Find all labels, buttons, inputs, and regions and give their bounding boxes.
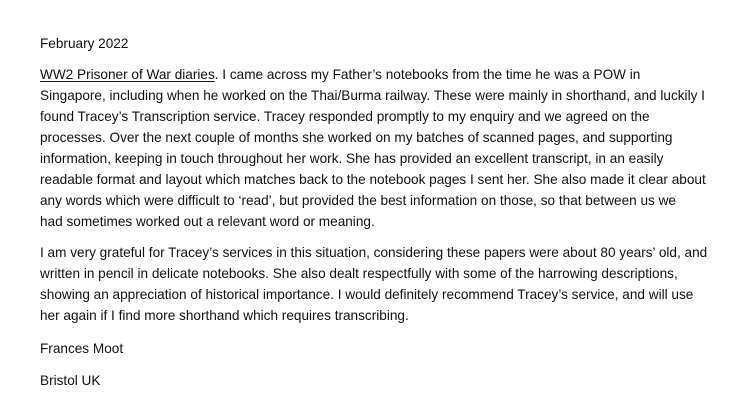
- paragraph-line: found Tracey’s Transcription service. Tracey responded promptly to my enquiry and we agreed on the: [40, 109, 650, 124]
- paragraph-gratitude: [40, 242, 740, 326]
- paragraph-line: had sometimes worked out a relevant word or meaning.: [40, 214, 375, 229]
- paragraph-line: [40, 64, 740, 85]
- paragraph-line: Singapore, including when he worked on the Thai/Burma railway. These were mainly in shorthand, and luckily I: [40, 88, 705, 103]
- paragraph-line: processes. Over the next couple of months she worked on my batches of scanned pages, and supporting: [40, 130, 673, 145]
- letter-document: [40, 35, 740, 404]
- signature-name: Frances Moot: [40, 341, 124, 356]
- heading-suffix-text: . I came across my Father’s notebooks from the time he was a POW in: [214, 67, 641, 82]
- paragraph-line: readable format and layout which matches back to the notebook pages I sent her. She also made it clear about: [40, 172, 706, 187]
- signature-place: Bristol UK: [40, 373, 101, 388]
- paragraph-line: written in pencil in delicate notebooks. She also dealt respectfully with some of the harrowing descriptions,: [40, 266, 678, 281]
- paragraph-pow-diaries: [40, 64, 740, 232]
- paragraph-line: her again if I find more shorthand which requires transcribing.: [40, 308, 409, 323]
- paragraph-line: any words which were difficult to ‘read’, but provided the best information on those, so that between us we: [40, 193, 676, 208]
- diaries-heading: WW2 Prisoner of War diaries: [40, 67, 215, 82]
- paragraph-line: I am very grateful for Tracey’s services in this situation, considering these papers were about 80 years’ old, and: [40, 245, 708, 260]
- letter-date: February 2022: [40, 36, 129, 51]
- paragraph-line: showing an appreciation of historical importance. I would definitely recommend Tracey’s service, and will use: [40, 287, 694, 302]
- paragraph-line: information, keeping in touch throughout her work. She has provided an excellent transcript, in an easily: [40, 151, 664, 166]
